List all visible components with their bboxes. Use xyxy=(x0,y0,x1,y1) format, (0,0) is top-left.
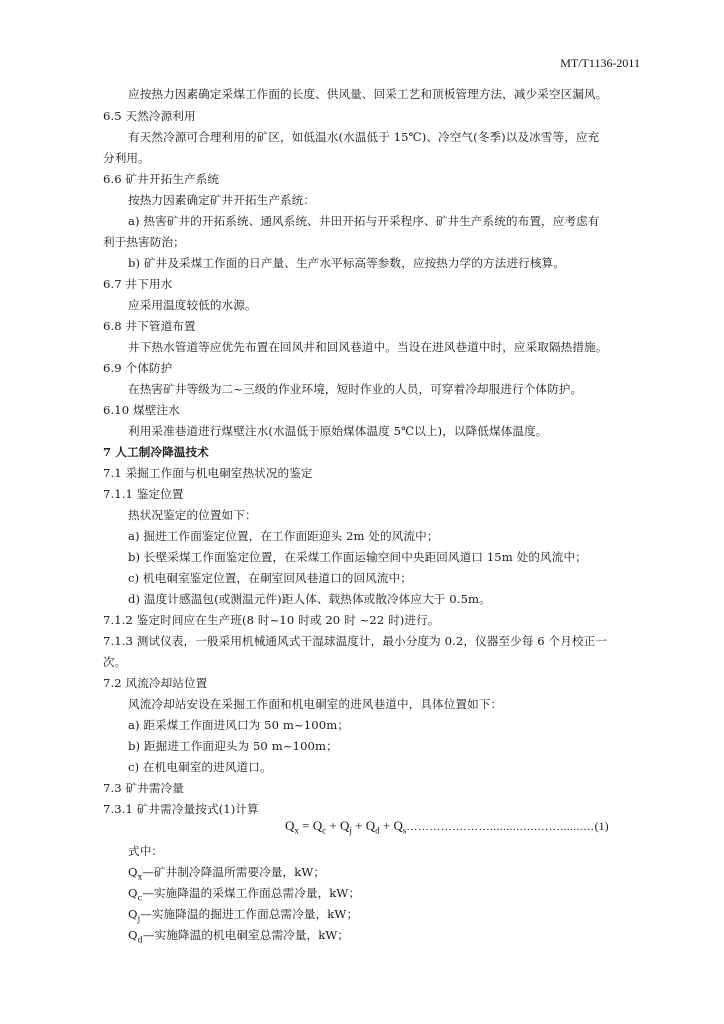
paragraph-line: 利用采准巷道进行煤壁注水(水温低于原始煤体温度 5℃以上)，以降低煤体温度。 xyxy=(128,424,548,438)
definition-qc: $Q_c—$实施降温的采煤工作面总需冷量，kW； xyxy=(128,886,361,903)
standard-number: MT/T1136-2011 xyxy=(560,56,640,70)
list-item-b: b) 长壁采煤工作面鉴定位置，在采煤工作面运输空间中央距回风道口 15m 处的风流中； xyxy=(128,550,587,564)
definition-qd: $Q_d—$实施降温的机电硐室总需冷量，kW； xyxy=(128,928,350,945)
section-6-9-heading: 6.9 个体防护 xyxy=(103,361,173,375)
paragraph-line: 井下热水管道等应优先布置在回风井和回风巷道中。当设在进风巷道中时，应采取隔热措施。 xyxy=(128,340,608,354)
section-6-7-heading: 6.7 井下用水 xyxy=(103,277,173,291)
paragraph-line: 热状况鉴定的位置如下： xyxy=(128,508,257,522)
paragraph-line: 风流冷却站安设在采掘工作面和机电硐室的进风巷道中，具体位置如下： xyxy=(128,697,503,711)
chapter-7-heading: 7 人工制冷降温技术 xyxy=(103,445,209,459)
definition-qj: $Q_j—$实施降温的掘进工作面总需冷量，kW； xyxy=(128,907,359,924)
section-7-1-1-heading: 7.1.1 鉴定位置 xyxy=(103,487,184,501)
section-7-3-1-heading: 7.3.1 矿井需冷量按式(1)计算 xyxy=(103,802,259,816)
section-7-2-heading: 7.2 风流冷却站位置 xyxy=(103,676,208,690)
list-item-c: c) 机电硐室鉴定位置，在硐室回风巷道口的回风流中； xyxy=(128,571,412,585)
paragraph-line: 按热力因素确定矿井开拓生产系统： xyxy=(128,193,316,207)
section-6-5-heading: 6.5 天然冷源利用 xyxy=(103,109,196,123)
paragraph-line: 应采用温度较低的水源。 xyxy=(128,298,257,312)
section-7-3-heading: 7.3 矿井需冷量 xyxy=(103,781,184,795)
formula-1: $Q_x = Q_c + Q_j + Q_d$ + $Q_s\dots\dots\dots\dots.\dots\dots\dots.........\dots..\dots\dots.......\dots(1)$ xyxy=(285,818,609,836)
list-item-b: b) 距掘进工作面迎头为 50 m~100m； xyxy=(128,739,338,753)
paragraph-line: 在热害矿井等级为二~三级的作业环境，短时作业的人员，可穿着冷却服进行个体防护。 xyxy=(128,382,583,396)
section-6-10-heading: 6.10 煤壁注水 xyxy=(103,403,180,417)
list-item-b: b) 矿井及采煤工作面的日产量、生产水平标高等参数，应按热力学的方法进行核算。 xyxy=(128,256,565,270)
paragraph-line: 应按热力因素确定采煤工作面的长度、供风量、回采工艺和顶板管理方法，减少采空区漏风。 xyxy=(128,87,608,101)
paragraph-line: 有天然冷源可合理利用的矿区，如低温水(水温低于 15℃)、冷空气(冬季)以及冰雪等，应充 xyxy=(128,130,600,144)
paragraph-line: 分利用。 xyxy=(103,151,150,165)
section-7-1-heading: 7.1 采掘工作面与机电硐室热状况的鉴定 xyxy=(103,466,313,480)
paragraph-line: 利于热害防治； xyxy=(103,235,185,249)
list-item-d: d) 温度计感温包(或测温元件)距人体、载热体或散冷体应大于 0.5m。 xyxy=(128,592,491,606)
paragraph-line: 式中： xyxy=(128,844,164,858)
section-6-8-heading: 6.8 井下管道布置 xyxy=(103,319,196,333)
section-7-1-2: 7.1.2 鉴定时间应在生产班(8 时~10 时或 20 时 ~22 时)进行。 xyxy=(103,613,440,627)
list-item-c: c) 在机电硐室的进风道口。 xyxy=(128,760,272,774)
list-item-a: a) 掘进工作面鉴定位置，在工作面距迎头 2m 处的风流中； xyxy=(128,529,439,543)
paragraph-line: 次。 xyxy=(103,655,127,669)
section-7-1-3: 7.1.3 测试仪表，一般采用机械通风式干湿球温度计，最小分度为 0.2，仪器至少每 6 个月校正一 xyxy=(103,634,608,648)
definition-qx: $Q_x—$矿井制冷降温所需要冷量，kW； xyxy=(128,865,326,882)
section-6-6-heading: 6.6 矿井开拓生产系统 xyxy=(103,172,220,186)
list-item-a: a) 距采煤工作面进风口为 50 m~100m； xyxy=(128,718,350,732)
list-item-a: a) 热害矿井的开拓系统、通风系统、井田开拓与开采程序、矿井生产系统的布置，应考虑有 xyxy=(128,214,600,228)
